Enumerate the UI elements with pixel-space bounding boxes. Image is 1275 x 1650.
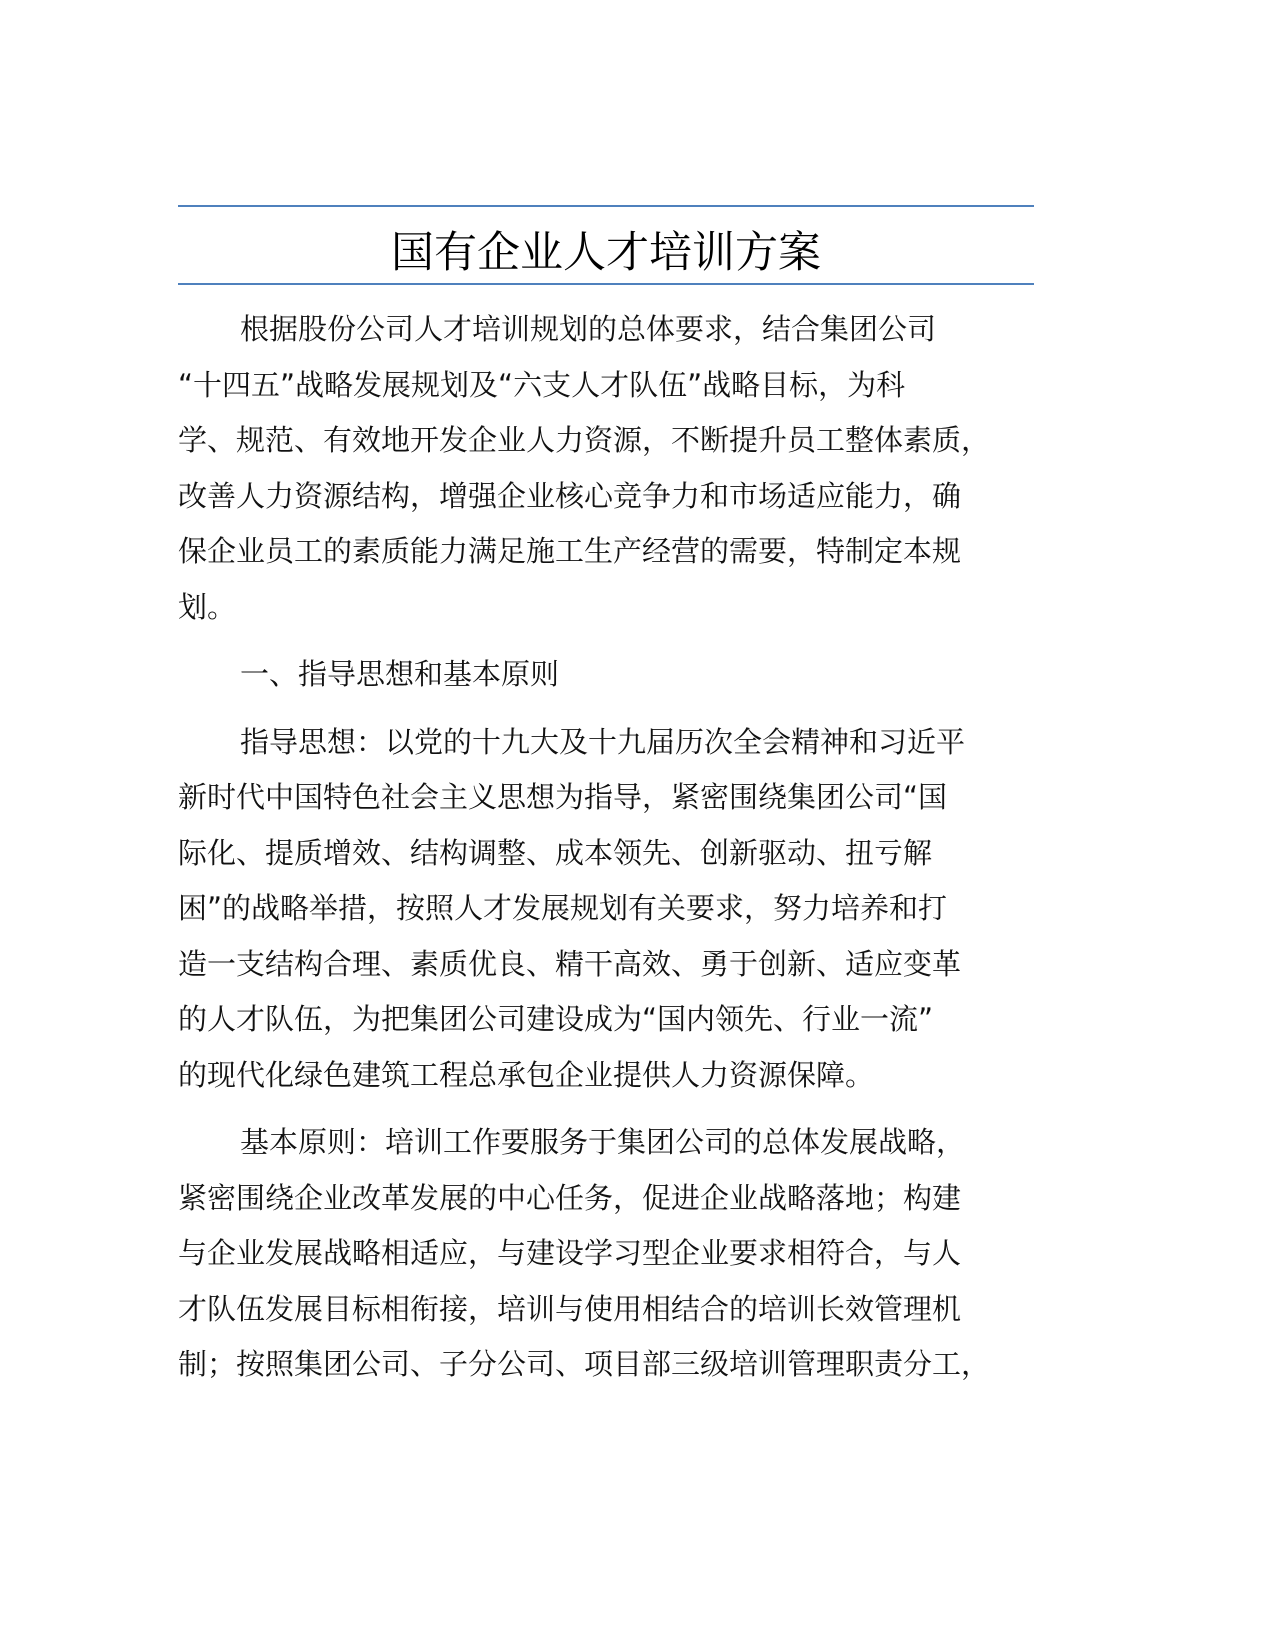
text-line: 保企业员工的素质能力满足施工生产经营的需要，特制定本规 <box>178 534 962 568</box>
title-bottom-rule <box>178 283 1034 285</box>
text-line: 基本原则：培训工作要服务于集团公司的总体发展战略， <box>240 1125 966 1159</box>
text-line: 改善人力资源结构，增强企业核心竞争力和市场适应能力，确 <box>178 478 962 513</box>
text-line: 才队伍发展目标相衔接，培训与使用相结合的培训长效管理机 <box>178 1291 962 1326</box>
section-heading-text: 一、指导思想和基本原则 <box>240 657 560 691</box>
paragraph-intro <box>178 302 1034 635</box>
text-line: 际化、提质增效、结构调整、成本领先、创新驱动、扭亏解 <box>178 835 933 870</box>
text-line: 新时代中国特色社会主义思想为指导，紧密围绕集团公司“国 <box>178 780 948 814</box>
text-line: 造一支结构合理、素质优良、精干高效、勇于创新、适应变革 <box>178 946 962 981</box>
document-body <box>178 302 1034 1393</box>
text-line: 划。 <box>178 589 237 624</box>
text-line: “十四五”战略发展规划及“六支人才队伍”战略目标，为科 <box>178 367 906 402</box>
section-heading-1 <box>178 647 1034 703</box>
text-line: 紧密围绕企业改革发展的中心任务，促进企业战略落地；构建 <box>178 1180 962 1215</box>
text-line: 与企业发展战略相适应，与建设学习型企业要求相符合，与人 <box>178 1236 962 1270</box>
text-line: 学、规范、有效地开发企业人力资源，不断提升员工整体素质， <box>178 423 991 457</box>
text-line: 指导思想：以党的十九大及十九届历次全会精神和习近平 <box>240 724 966 759</box>
text-line: 制；按照集团公司、子分公司、项目部三级培训管理职责分工， <box>178 1347 991 1381</box>
text-line: 根据股份公司人才培训规划的总体要求，结合集团公司 <box>240 312 937 346</box>
paragraph-guiding-thought <box>178 715 1034 1104</box>
paragraph-basic-principles <box>178 1115 1034 1393</box>
text-line: 困”的战略举措，按照人才发展规划有关要求，努力培养和打 <box>178 891 948 925</box>
text-line: 的现代化绿色建筑工程总承包企业提供人力资源保障。 <box>178 1057 875 1092</box>
text-line: 的人才队伍，为把集团公司建设成为“国内领先、行业一流” <box>178 1002 934 1036</box>
document-page <box>178 205 1034 1393</box>
document-title: 国有企业人才培训方案 <box>391 228 821 278</box>
